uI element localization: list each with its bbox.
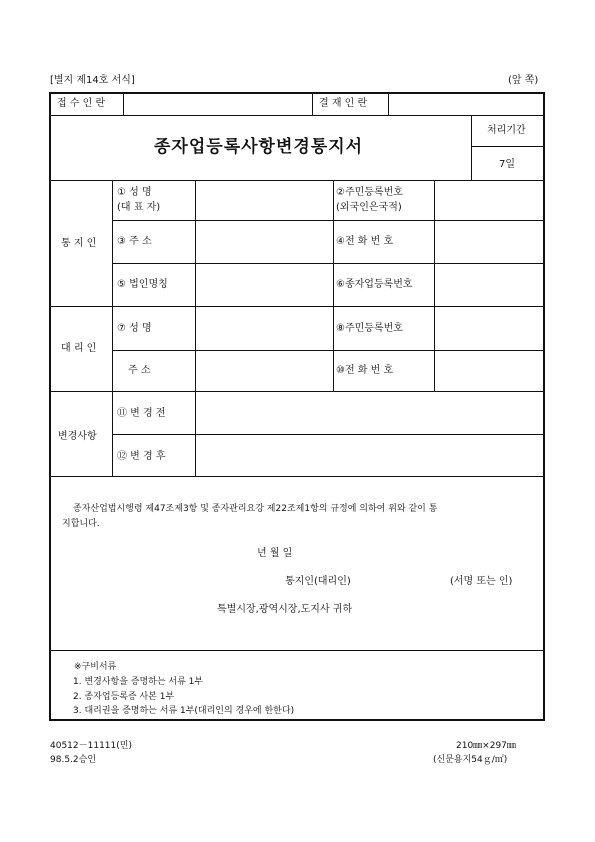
approval-stamp-field[interactable] [389, 93, 543, 114]
agent-name-label: ⑦ 성 명 [117, 323, 152, 334]
agent-section-label: 대 리 인 [61, 343, 97, 354]
agent-rrn-field[interactable] [435, 307, 543, 349]
statement-signer: 통지인(대리인) [285, 576, 351, 587]
divider [471, 146, 545, 147]
statement-sign-note: (서명 또는 인) [450, 576, 513, 587]
paper-type: (신문용지54ｇ/㎡) [433, 755, 508, 765]
documents-item: 3. 대리권을 증명하는 서류 1부(대리인의 경우에 한한다) [73, 706, 295, 716]
change-before-field[interactable] [196, 392, 543, 433]
notifier-rrn-label: ②주민등록번호 [336, 187, 403, 198]
notifier-name-label: ① 성 명 [117, 187, 152, 198]
divider [49, 650, 545, 651]
processing-period-label: 처리기간 [487, 125, 526, 136]
documents-item: 2. 종자업등록증 사본 1부 [73, 692, 175, 702]
processing-period-value: 7일 [499, 159, 516, 170]
divider [112, 180, 113, 476]
approval-stamp-label: 결 재 인 란 [319, 98, 368, 109]
divider [471, 115, 472, 180]
documents-item: 1. 변경사항을 증명하는 서류 1부 [73, 677, 204, 687]
notifier-nationality-label: (외국인은국적) [336, 202, 402, 213]
change-after-label: ⑫ 변 경 후 [117, 451, 166, 462]
change-before-label: ⑪ 변 경 전 [117, 408, 166, 419]
notifier-representative-label: (대 표 자) [117, 202, 161, 213]
divider [333, 306, 334, 391]
notifier-address-field[interactable] [196, 221, 332, 262]
notifier-seed-reg-label: ⑥종자업등록번호 [336, 279, 413, 290]
statement-addressee: 특별시장,광역시장,도지사 귀하 [217, 604, 353, 615]
change-after-field[interactable] [196, 435, 543, 475]
statement-line-1: 종자산업법시행령 제47조제3항 및 종자관리요강 제22조제1항의 규정에 의하여 위와 같이 통 [73, 504, 438, 514]
notifier-seed-reg-field[interactable] [435, 264, 543, 305]
notifier-corp-name-label: ⑤ 법인명칭 [117, 279, 168, 290]
changes-section-label: 변경사항 [58, 431, 97, 442]
agent-phone-label: ⑩전 화 번 호 [336, 365, 394, 376]
agent-address-field[interactable] [196, 351, 332, 390]
notifier-address-label: ③ 주 소 [117, 236, 152, 247]
statement-date: 년 월 일 [257, 548, 293, 559]
notifier-rrn-field[interactable] [435, 181, 543, 219]
agent-phone-field[interactable] [435, 351, 543, 390]
statement-line-2: 지합니다. [62, 519, 100, 529]
form-approval-date: 98.5.2승인 [50, 755, 97, 765]
notifier-name-field[interactable] [196, 181, 332, 219]
notifier-corp-name-field[interactable] [196, 264, 332, 305]
notifier-phone-label: ④전 화 번 호 [336, 236, 394, 247]
form-number: [별지 제14호 서식] [50, 75, 135, 86]
receipt-stamp-label: 접 수 인 란 [57, 98, 106, 109]
notifier-phone-field[interactable] [435, 221, 543, 262]
receipt-stamp-field[interactable] [124, 93, 311, 114]
form-title: 종자업등록사항변경통지서 [154, 137, 364, 157]
agent-name-field[interactable] [196, 307, 332, 349]
page-side-label: (앞 쪽) [508, 75, 539, 86]
documents-heading: ※구비서류 [74, 662, 117, 672]
agent-address-label: 주 소 [128, 365, 151, 376]
notifier-section-label: 통 지 인 [61, 238, 97, 249]
form-code: 40512－11111(민) [50, 741, 132, 751]
divider [312, 92, 313, 115]
agent-rrn-label: ⑧주민등록번호 [336, 323, 403, 334]
divider [333, 180, 334, 306]
divider [49, 476, 545, 477]
paper-size: 210㎜×297㎜ [456, 741, 516, 751]
